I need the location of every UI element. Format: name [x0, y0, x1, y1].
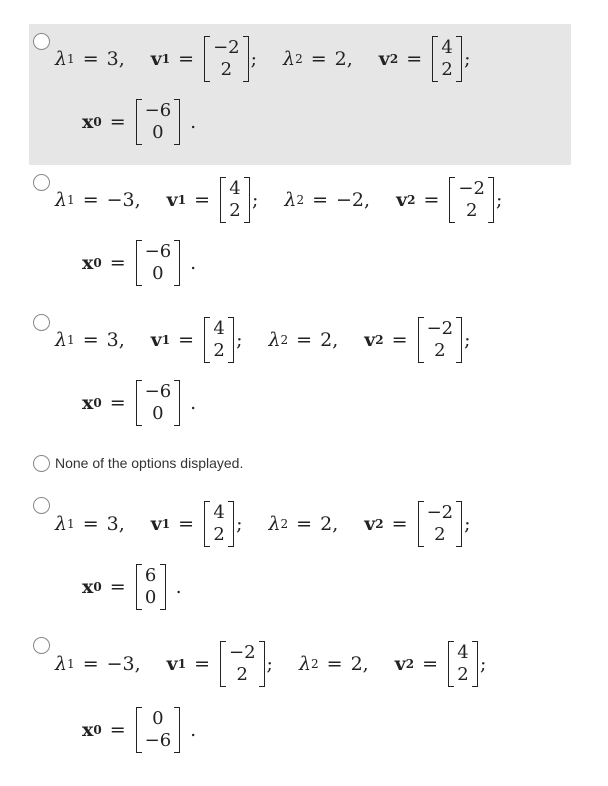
option-3-x0-line: x 0 = −6 0 .: [82, 381, 197, 424]
option-4-x0-vector: 6 0: [136, 564, 166, 610]
option-1-eigen-line: λ 1 = 3 , v 1 = −2 2 ; λ 2 = 2 , v 2 = 4 2 ;: [55, 37, 471, 80]
option-1-v1-vector: −2 2: [204, 36, 249, 82]
radio-option-4[interactable]: [33, 497, 50, 514]
option-4-x0-line: x 0 = 6 0 .: [82, 565, 182, 608]
option-3-v2-vector: −2 2: [418, 317, 463, 363]
option-3-v1-vector: 4 2: [204, 317, 234, 363]
option-4-v1-vector: 4 2: [204, 501, 234, 547]
radio-option-5[interactable]: [33, 637, 50, 654]
radio-option-2[interactable]: [33, 174, 50, 191]
radio-option-3[interactable]: [33, 314, 50, 331]
option-4-v2-vector: −2 2: [418, 501, 463, 547]
option-2-eigen-line: λ 1 = −3 , v 1 = 4 2 ; λ 2 = −2 , v 2 = −2 2 ;: [55, 178, 503, 221]
option-3-x0-vector: −6 0: [136, 380, 181, 426]
none-option-label: None of the options displayed.: [55, 455, 244, 471]
option-5-eigen-line: λ 1 = −3 , v 1 = −2 2 ; λ 2 = 2 , v 2 = 4 2 ;: [55, 642, 487, 685]
radio-option-none[interactable]: [33, 455, 50, 472]
option-4-eigen-line: λ 1 = 3 , v 1 = 4 2 ; λ 2 = 2 , v 2 = −2 2 ;: [55, 502, 471, 545]
option-1-x0-vector: −6 0: [136, 99, 181, 145]
option-1-x0-line: x 0 = −6 0 .: [82, 100, 197, 143]
radio-option-1[interactable]: [33, 33, 50, 50]
option-2-x0-vector: −6 0: [136, 240, 181, 286]
option-2-x0-line: x 0 = −6 0 .: [82, 241, 197, 284]
option-5-x0-vector: 0 −6: [136, 707, 181, 753]
option-1-v2-vector: 4 2: [432, 36, 462, 82]
option-5-v1-vector: −2 2: [220, 641, 265, 687]
option-2-v2-vector: −2 2: [449, 177, 494, 223]
option-3-eigen-line: λ 1 = 3 , v 1 = 4 2 ; λ 2 = 2 , v 2 = −2 2 ;: [55, 318, 471, 361]
option-5-v2-vector: 4 2: [448, 641, 478, 687]
option-5-x0-line: x 0 = 0 −6 .: [82, 708, 197, 751]
option-2-v1-vector: 4 2: [220, 177, 250, 223]
